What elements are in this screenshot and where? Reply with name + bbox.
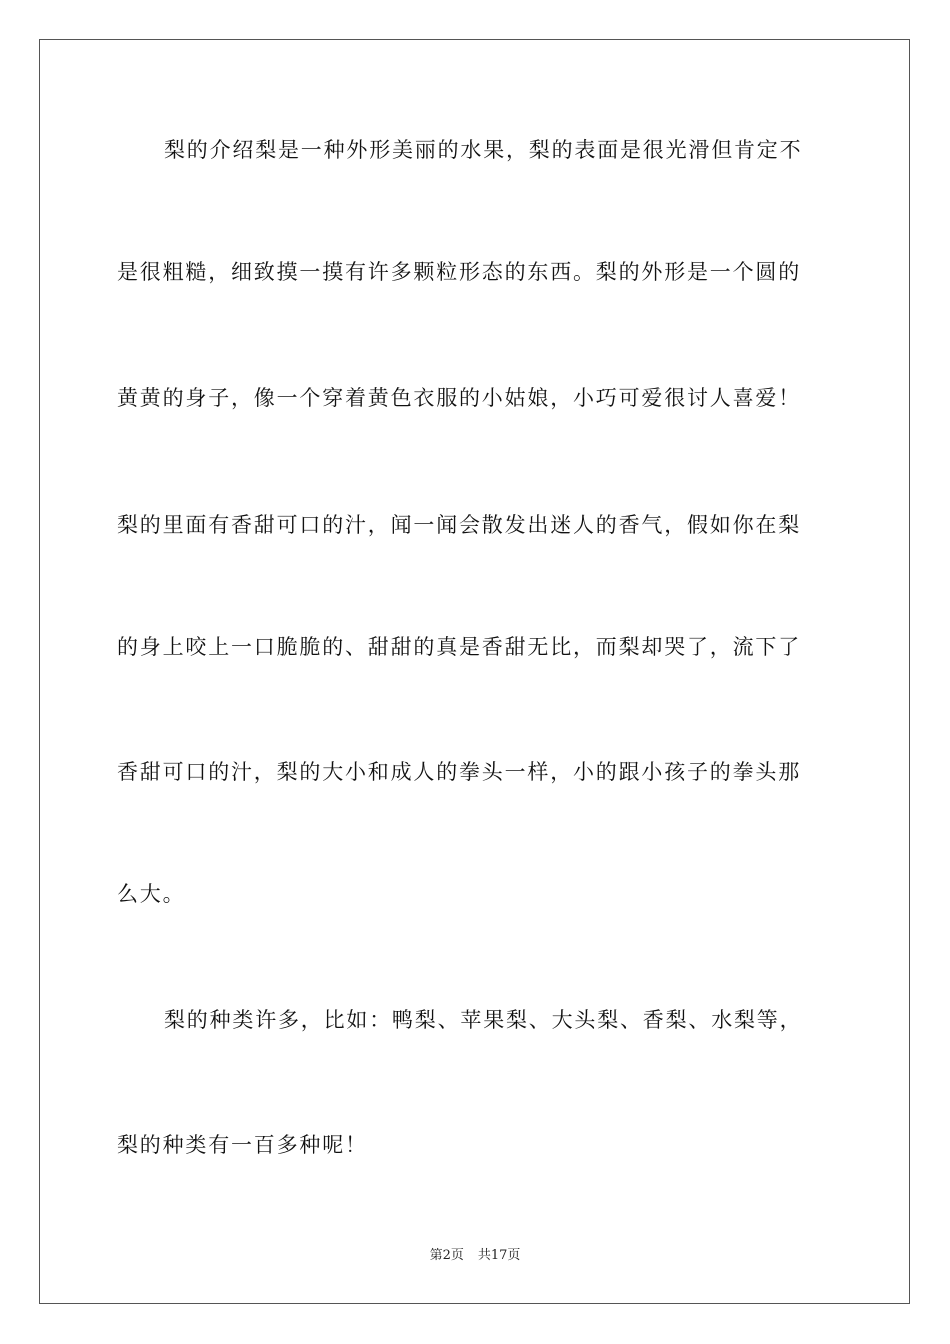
paragraph-line: 香甜可口的汁，梨的大小和成人的拳头一样，小的跟小孩子的拳头那 [117,760,801,784]
paragraph-line: 么大。 [117,882,186,906]
page-number: 第2页 [429,1248,464,1263]
paragraph-line: 黄黄的身子，像一个穿着黄色衣服的小姑娘，小巧可爱很讨人喜爱！ [117,386,801,410]
paragraph-line: 梨的种类有一百多种呢！ [117,1133,368,1157]
paragraph-line: 梨的介绍梨是一种外形美丽的水果，梨的表面是很光滑但肯定不 [164,138,803,162]
paragraph-line: 的身上咬上一口脆脆的、甜甜的真是香甜无比，而梨却哭了，流下了 [117,635,801,659]
paragraph-line: 梨的种类许多，比如：鸭梨、苹果梨、大头梨、香梨、水梨等， [164,1008,803,1032]
paragraph-line: 梨的里面有香甜可口的汁，闻一闻会散发出迷人的香气，假如你在梨 [117,513,801,537]
total-pages: 共17页 [477,1248,521,1263]
paragraph-line: 是很粗糙，细致摸一摸有许多颗粒形态的东西。梨的外形是一个圆的 [117,260,801,284]
page-border [39,39,910,1304]
page-footer [0,1247,950,1265]
